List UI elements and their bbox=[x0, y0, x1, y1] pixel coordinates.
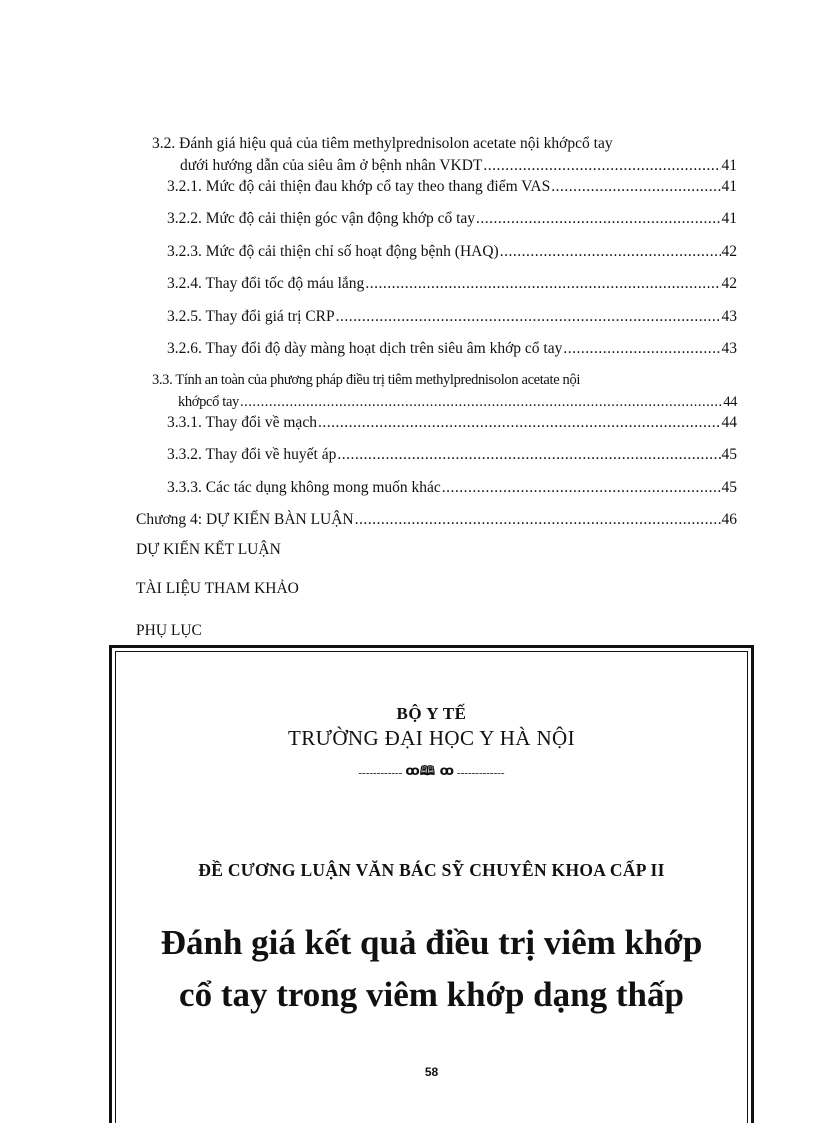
toc-entry-chapter-4 bbox=[136, 510, 737, 530]
ornament-divider bbox=[116, 762, 747, 784]
ornament-dashes-right: ------------- bbox=[456, 767, 505, 779]
toc-page-number: 41 bbox=[721, 178, 737, 195]
toc-leader-dots bbox=[355, 510, 721, 530]
toc-appendix: PHỤ LỤC bbox=[136, 622, 202, 639]
toc-page-number: 46 bbox=[721, 511, 737, 528]
thesis-title-line2: cổ tay trong viêm khớp dạng thấp bbox=[179, 975, 684, 1014]
toc-leader-dots bbox=[365, 274, 720, 294]
toc-entry-3-2-5 bbox=[167, 307, 737, 327]
toc-page-number: 45 bbox=[721, 446, 737, 463]
toc-entry-label: Chương 4: DỰ KIẾN BÀN LUẬN bbox=[136, 511, 354, 528]
university-name: TRƯỜNG ĐẠI HỌC Y HÀ NỘI bbox=[288, 726, 575, 750]
toc-page-number: 41 bbox=[721, 157, 737, 174]
toc-entry-3-2-3 bbox=[167, 242, 737, 262]
toc-references: TÀI LIỆU THAM KHẢO bbox=[136, 580, 299, 597]
toc-entry-label: khớpcổ tay bbox=[178, 394, 239, 410]
cover-page-frame bbox=[109, 645, 754, 1123]
ministry-name: BỘ Y TẾ bbox=[396, 704, 467, 723]
thesis-type: ĐỀ CƯƠNG LUẬN VĂN BÁC SỸ CHUYÊN KHOA CẤP II bbox=[198, 860, 665, 880]
toc-leader-dots bbox=[318, 413, 721, 433]
toc-section-3-3-entry bbox=[178, 392, 737, 412]
toc-entry-label: 3.2.3. Mức độ cải thiện chỉ số hoạt động bệnh (HAQ) bbox=[167, 243, 499, 260]
toc-section-3-2-line1: 3.2. Đánh giá hiệu quả của tiêm methylprednisolon acetate nội khớpcổ tay bbox=[152, 135, 613, 152]
toc-conclusion: DỰ KIẾN KẾT LUẬN bbox=[136, 541, 281, 558]
toc-leader-dots bbox=[476, 209, 720, 229]
toc-entry-label: 3.2.5. Thay đổi giá trị CRP bbox=[167, 308, 335, 325]
toc-page-number: 43 bbox=[721, 308, 737, 325]
toc-entry-label: 3.3.2. Thay đổi về huyết áp bbox=[167, 446, 337, 463]
book-ornament-icon: ꝏ🕮 ꝏ bbox=[405, 764, 454, 779]
toc-entry-label: 3.2.6. Thay đổi độ dày màng hoạt dịch trên siêu âm khớp cổ tay bbox=[167, 340, 563, 357]
toc-entry-3-2-1 bbox=[167, 177, 737, 197]
toc-page-number: 42 bbox=[721, 275, 737, 292]
toc-entry-3-3-1 bbox=[167, 413, 737, 433]
toc-leader-dots bbox=[500, 242, 721, 262]
toc-page-number: 42 bbox=[721, 243, 737, 260]
thesis-title-line1: Đánh giá kết quả điều trị viêm khớp bbox=[160, 923, 703, 962]
toc-page-number: 44 bbox=[723, 394, 737, 410]
page-number: 58 bbox=[424, 1065, 439, 1079]
toc-page-number: 44 bbox=[721, 414, 737, 431]
toc-page-number: 45 bbox=[721, 479, 737, 496]
toc-leader-dots bbox=[240, 392, 722, 412]
toc-entry-3-3-2 bbox=[167, 445, 737, 465]
toc-section-3-3-line1: 3.3. Tính an toàn của phương pháp điều trị tiêm methylprednisolon acetate nội bbox=[152, 372, 581, 388]
toc-entry-3-2-6 bbox=[167, 339, 737, 359]
toc-entry-3-2-2 bbox=[167, 209, 737, 229]
toc-entry-label: 3.2.4. Thay đổi tốc độ máu lắng bbox=[167, 275, 365, 292]
toc-entry-label: 3.3.3. Các tác dụng không mong muốn khác bbox=[167, 479, 441, 496]
toc-leader-dots bbox=[336, 307, 721, 327]
toc-leader-dots bbox=[483, 156, 720, 176]
toc-leader-dots bbox=[337, 445, 720, 465]
toc-page-number: 43 bbox=[721, 340, 737, 357]
toc-entry-label: dưới hướng dẫn của siêu âm ở bệnh nhân VKDT bbox=[180, 157, 483, 174]
ornament-dashes-left: ------------ bbox=[358, 767, 403, 779]
toc-section-3-2-entry bbox=[180, 156, 737, 176]
toc-leader-dots bbox=[551, 177, 720, 197]
toc-entry-label: 3.2.1. Mức độ cải thiện đau khớp cổ tay theo thang điểm VAS bbox=[167, 178, 551, 195]
toc-leader-dots bbox=[563, 339, 720, 359]
toc-entry-3-2-4 bbox=[167, 274, 737, 294]
toc-entry-3-3-3 bbox=[167, 478, 737, 498]
cover-inner-border bbox=[115, 651, 748, 1123]
toc-page-number: 41 bbox=[721, 210, 737, 227]
toc-entry-label: 3.2.2. Mức độ cải thiện góc vận động khớp cổ tay bbox=[167, 210, 476, 227]
toc-entry-label: 3.3.1. Thay đổi về mạch bbox=[167, 414, 317, 431]
toc-leader-dots bbox=[442, 478, 721, 498]
